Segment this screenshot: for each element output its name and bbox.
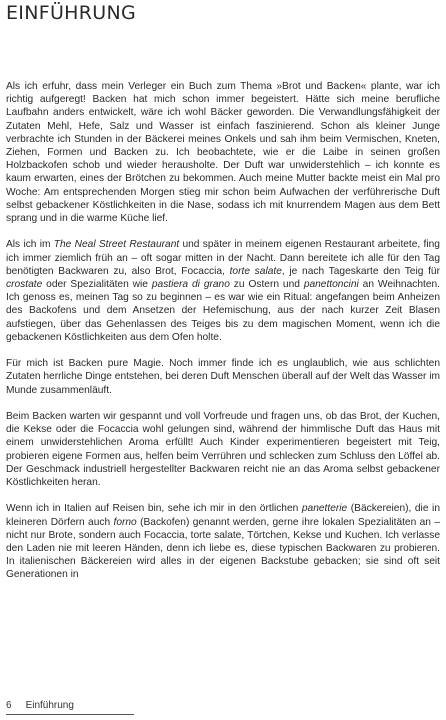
footer-section-title: Einführung [25, 700, 74, 711]
text-run: Als ich im [6, 239, 54, 251]
text-run: und später in meinem eigenen Restaurant arbeitete, fing ich immer ziemlich früh an – oft sogar mitten in der Nacht. Dann bereitete ich alle für den Tag benötigten Backwaren zu, also Brot, Focaccia, [6, 239, 440, 277]
paragraph [6, 502, 440, 581]
paragraph [6, 410, 440, 489]
paragraph [6, 357, 440, 397]
body-text [6, 80, 440, 582]
text-run: Beim Backen warten wir gespannt und voll Vorfreude und fragen uns, ob das Brot, der Kuchen, die Kekse oder die Focaccia wohl gelungen sind, während der himmlische Duft das Haus mit einem unwiderstehlichen Aroma erfüllt! Auch Kinder experimentieren begeistert mit Teig, probieren eigene Formen aus, helfen beim Verrühren und schlecken zum Schluss den Löffel ab. Der Geschmack industriell hergestellter Backwaren reicht nie an das Aroma selbst gebackener Köstlichkeiten heran. [6, 411, 440, 489]
text-run: oder Spezialitäten wie [42, 279, 152, 291]
italic-term: crostate [6, 279, 43, 291]
italic-term: panettoncini [303, 279, 359, 291]
book-page [6, 0, 440, 720]
text-run: , je nach Tageskarte den Teig für [281, 265, 440, 277]
text-run: Als ich erfuhr, dass mein Verleger ein Buch zum Thema »Brot und Backen« plante, war ich richtig aufgeregt! Backen hat mich schon immer begeistert. Hätte sich meine berufliche Laufbahn anders entwickelt, wäre ich wohl Bäcker geworden. Die Verwandlungsfähigkeit der Zutaten Mehl, Hefe, Salz und Wasser ist einfach faszinierend. Schon als kleiner Junge verbrachte ich Stunden in der Bäckerei meines Onkels und sah ihm beim Vermischen, Kneten, Ziehen, Formen und Backen zu. Ich beobachtete, wie er die Laibe in seinen großen Holzbackofen schob und wieder herausholte. Der Duft war unwiderstehlich – ich konnte es kaum erwarten, eines der Brötchen zu bekommen. Auch meine Mutter backte meist ein Mal pro Woche: Am entsprechenden Morgen stieg mir schon beim Aufwachen der verführerische Duft selbst gebackener Köstlichkeiten in die Nase, sodass ich mit knurrendem Magen aus dem Bett sprang und in die warme Küche lief. [6, 81, 440, 225]
page-number: 6 [6, 700, 12, 711]
page-title: EINFÜHRUNG [6, 2, 136, 24]
italic-term: torte salate [229, 265, 282, 277]
italic-term: panetterie [301, 503, 348, 515]
text-run: (Bäckereien), die in kleineren Dörfern auch [6, 503, 440, 528]
italic-term: forno [113, 516, 137, 528]
paragraph [6, 238, 440, 344]
page-footer [6, 700, 74, 712]
paragraph [6, 80, 440, 225]
text-run: (Backofen) genannt werden, gerne ihre lokalen Spezialitäten an – nicht nur Brote, sondern auch Focaccia, torte salate, Törtchen, Kekse und Kuchen. Ich verlasse den Laden nie mit leeren Händen, denn ich liebe es, diese typischen Backwaren zu probieren. In italienischen Bäckereien wird alles in der eigenen Backstube gebacken; sie sind oft seit Generationen in [6, 516, 440, 581]
italic-term: pastiera di grano [151, 279, 230, 291]
text-run: zu Ostern und [229, 279, 304, 291]
text-run: Wenn ich in Italien auf Reisen bin, sehe ich mir in den örtlichen [6, 503, 302, 515]
text-run: an Weihnachten. Ich genoss es, meinen Tag so zu beginnen – es war wie ein Ritual: angefangen beim Anheizen des Backofens und dem Ansetzen der Hefemischung, aus der nach kurzer Zeit Blasen aufstiegen, über das Gehenlassen des Teiges bis zu dem magischen Moment, wenn ich die gebackenen Köstlichkeiten aus dem Ofen holte. [6, 279, 441, 343]
italic-term: The Neal Street Restaurant [53, 239, 180, 251]
text-run: Für mich ist Backen pure Magie. Noch immer finde ich es unglaublich, wie aus schlichten Zutaten herrliche Dinge entstehen, bei deren Duft Menschen überall auf der Welt das Wasser im Munde zusammenläuft. [6, 358, 440, 396]
footer-rule [6, 714, 134, 715]
